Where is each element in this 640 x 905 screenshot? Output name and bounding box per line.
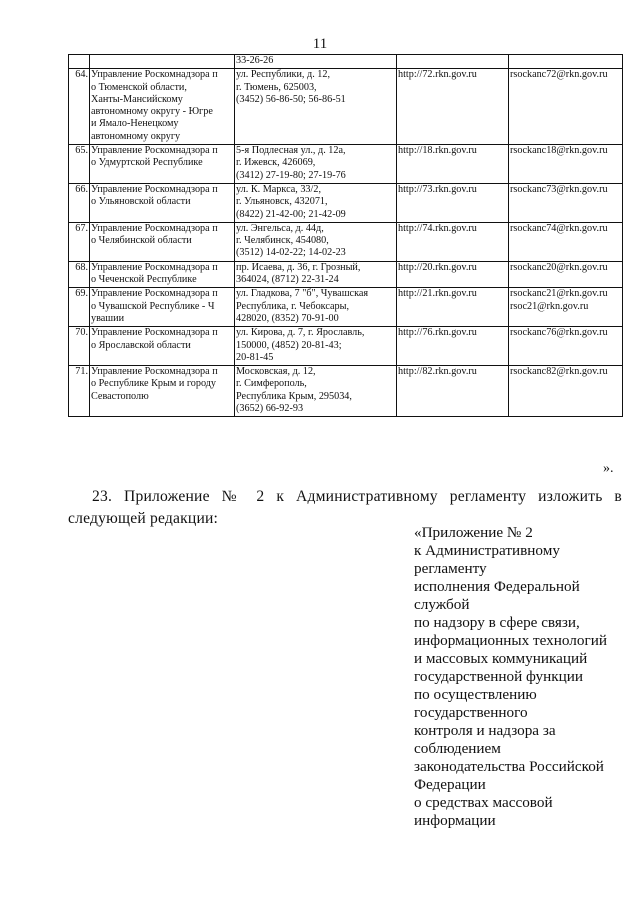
row-number: 68. <box>69 261 90 288</box>
appendix-line: контроля и надзора за <box>414 722 556 739</box>
office-address: Московская, д. 12, г. Симферополь, Республика Крым, 295034, (3652) 66-92-93 <box>235 366 397 417</box>
office-website: http://76.rkn.gov.ru <box>397 327 509 366</box>
office-website: http://21.rkn.gov.ru <box>397 288 509 327</box>
office-name <box>90 55 235 69</box>
table-row <box>69 327 623 366</box>
appendix-line: государственной функции <box>414 668 583 685</box>
regional-offices-table <box>68 54 623 417</box>
appendix-line: к Административному <box>414 542 560 559</box>
appendix-line: по надзору в сфере связи, <box>414 614 580 631</box>
closing-quote: ». <box>603 461 614 476</box>
appendix-line: исполнения Федеральной <box>414 578 580 595</box>
office-address: ул. Гладкова, 7 "б", Чувашская Республика, г. Чебоксары, 428020, (8352) 70-91-00 <box>235 288 397 327</box>
appendix-line: информации <box>414 812 496 829</box>
office-website: http://73.rkn.gov.ru <box>397 183 509 222</box>
office-website <box>397 55 509 69</box>
office-email: rsockanc74@rkn.gov.ru <box>509 222 623 261</box>
row-number: 71. <box>69 366 90 417</box>
office-email: rsockanc21@rkn.gov.ru rsoc21@rkn.gov.ru <box>509 288 623 327</box>
table-row <box>69 288 623 327</box>
office-name: Управление Роскомнадзора п о Республике Крым и городу Севастополю <box>90 366 235 417</box>
table-row <box>69 366 623 417</box>
table-row <box>69 69 623 145</box>
office-name: Управление Роскомнадзора п о Чеченской Республике <box>90 261 235 288</box>
appendix-line: соблюдением <box>414 740 501 757</box>
office-name: Управление Роскомнадзора п о Ярославской области <box>90 327 235 366</box>
table-row <box>69 145 623 184</box>
appendix-line: законодательства Российской <box>414 758 604 775</box>
table-row <box>69 261 623 288</box>
appendix-line: информационных технологий <box>414 632 607 649</box>
office-address: ул. Кирова, д. 7, г. Ярославль, 150000, (4852) 20-81-43; 20-81-45 <box>235 327 397 366</box>
appendix-line: «Приложение № 2 <box>414 524 533 541</box>
row-number: 64. <box>69 69 90 145</box>
office-address: пр. Исаева, д. 36, г. Грозный, 364024, (8712) 22-31-24 <box>235 261 397 288</box>
appendix-line: регламенту <box>414 560 487 577</box>
page-number: 11 <box>312 36 328 52</box>
office-website: http://20.rkn.gov.ru <box>397 261 509 288</box>
office-name: Управление Роскомнадзора п о Ульяновской области <box>90 183 235 222</box>
appendix-header <box>414 524 624 830</box>
appendix-line: службой <box>414 596 470 613</box>
office-website: http://82.rkn.gov.ru <box>397 366 509 417</box>
office-address: 5-я Подлесная ул., д. 12а, г. Ижевск, 426069, (3412) 27-19-80; 27-19-76 <box>235 145 397 184</box>
office-name: Управление Роскомнадзора п о Чувашской Республике - Ч увашии <box>90 288 235 327</box>
office-address: ул. К. Маркса, 33/2, г. Ульяновск, 432071, (8422) 21-42-00; 21-42-09 <box>235 183 397 222</box>
office-email: rsockanc72@rkn.gov.ru <box>509 69 623 145</box>
office-email: rsockanc82@rkn.gov.ru <box>509 366 623 417</box>
office-address: 33-26-26 <box>235 55 397 69</box>
office-address: ул. Республики, д. 12, г. Тюмень, 625003, (3452) 56-86-50; 56-86-51 <box>235 69 397 145</box>
office-email: rsockanc73@rkn.gov.ru <box>509 183 623 222</box>
appendix-line: по осуществлению <box>414 686 537 703</box>
appendix-line: государственного <box>414 704 528 721</box>
paragraph-23: 23. Приложение № 2 к Административному регламенту изложить в следующей редакции: <box>68 488 622 527</box>
office-website: http://74.rkn.gov.ru <box>397 222 509 261</box>
row-number <box>69 55 90 69</box>
office-address: ул. Энгельса, д. 44д, г. Челябинск, 454080, (3512) 14-02-22; 14-02-23 <box>235 222 397 261</box>
appendix-line: Федерации <box>414 776 486 793</box>
appendix-line: и массовых коммуникаций <box>414 650 588 667</box>
office-website: http://72.rkn.gov.ru <box>397 69 509 145</box>
office-name: Управление Роскомнадзора п о Удмуртской Республике <box>90 145 235 184</box>
office-email: rsockanc76@rkn.gov.ru <box>509 327 623 366</box>
table-row <box>69 222 623 261</box>
row-number: 65. <box>69 145 90 184</box>
row-number: 67. <box>69 222 90 261</box>
office-email: rsockanc18@rkn.gov.ru <box>509 145 623 184</box>
table-row <box>69 183 623 222</box>
row-number: 66. <box>69 183 90 222</box>
row-number: 69. <box>69 288 90 327</box>
table-row <box>69 55 623 69</box>
office-name: Управление Роскомнадзора п о Челябинской области <box>90 222 235 261</box>
office-email: rsockanc20@rkn.gov.ru <box>509 261 623 288</box>
row-number: 70. <box>69 327 90 366</box>
office-email <box>509 55 623 69</box>
office-name: Управление Роскомнадзора п о Тюменской области, Ханты-Мансийскому автономному округу - Югре и Ямало-Ненецкому автономному округу <box>90 69 235 145</box>
appendix-line: о средствах массовой <box>414 794 553 811</box>
office-website: http://18.rkn.gov.ru <box>397 145 509 184</box>
